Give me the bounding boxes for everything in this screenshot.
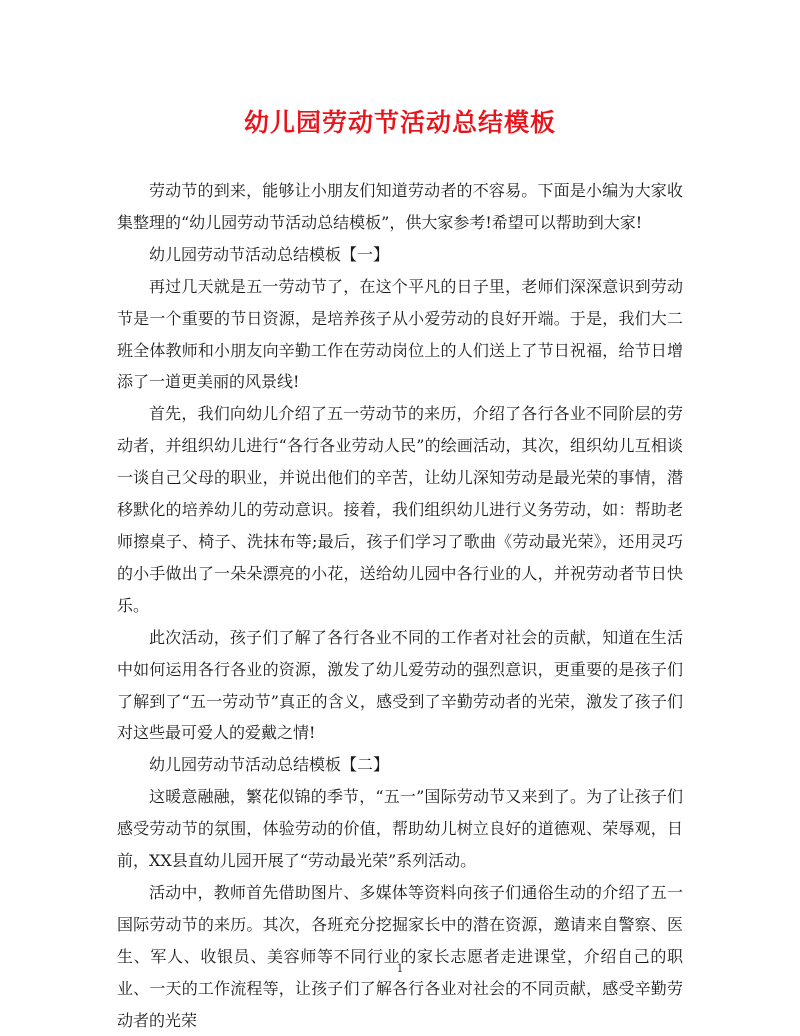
body-paragraph: 首先，我们向幼儿介绍了五一劳动节的来历，介绍了各行各业不同阶层的劳动者，并组织幼儿进行“各行各业劳动人民”的绘画活动，其次，组织幼儿互相谈一谈自己父母的职业，并说出他们的辛苦，让幼儿深知劳动是最光荣的事情，潜移默化的培养幼儿的劳动意识。接着，我们组织幼儿进行义务劳动，如：帮助老师擦桌子、椅子、洗抹布等;最后，孩子们学习了歌曲《劳动最光荣》，还用灵巧的小手做出了一朵朵漂亮的小花，送给幼儿园中各行业的人，并祝劳动者节日快乐。 bbox=[117, 404, 683, 615]
section-heading-1: 幼儿园劳动节活动总结模板【一】 bbox=[149, 244, 390, 264]
intro-paragraph: 劳动节的到来，能够让小朋友们知道劳动者的不容易。下面是小编为大家收集整理的“幼儿园劳动节活动总结模板”，供大家参考!希望可以帮助到大家! bbox=[117, 181, 683, 232]
body-paragraph: 这暖意融融，繁花似锦的季节，“五一”国际劳动节又来到了。为了让孩子们感受劳动节的氛围，体验劳动的价值，帮助幼儿树立良好的道德观、荣辱观，日前，XX县直幼儿园开展了“劳动最光荣”系列活动。 bbox=[117, 787, 683, 871]
body-paragraph: 此次活动，孩子们了解了各行各业不同的工作者对社会的贡献，知道在生活中如何运用各行各业的资源，激发了幼儿爱劳动的强烈意识，更重要的是孩子们了解到了“五一劳动节”真正的含义，感受到了辛勤劳动者的光荣，激发了孩子们对这些最可爱人的爱戴之情! bbox=[117, 627, 683, 743]
body-paragraph: 再过几天就是五一劳动节了，在这个平凡的日子里，老师们深深意识到劳动节是一个重要的节日资源，是培养孩子从小爱劳动的良好开端。于是，我们大二班全体教师和小朋友向辛勤工作在劳动岗位上的人们送上了节日祝福，给节日增添了一道更美丽的风景线! bbox=[117, 276, 683, 392]
body-paragraph: 活动中，教师首先借助图片、多媒体等资料向孩子们通俗生动的介绍了五一国际劳动节的来历。其次，各班充分挖掘家长中的潜在资源，邀请来自警察、医生、军人、收银员、美容师等不同行业的家长志愿者走进课堂，介绍自己的职业、一天的工作流程等，让孩子们了解各行各业对社会的不同贡献，感受辛勤劳动者的光荣 bbox=[117, 882, 683, 1030]
page-number: 1 bbox=[396, 962, 404, 975]
document-title: 幼儿园劳动节活动总结模板 bbox=[243, 108, 556, 137]
section-heading-2: 幼儿园劳动节活动总结模板【二】 bbox=[149, 755, 390, 775]
document-body bbox=[117, 175, 683, 1036]
